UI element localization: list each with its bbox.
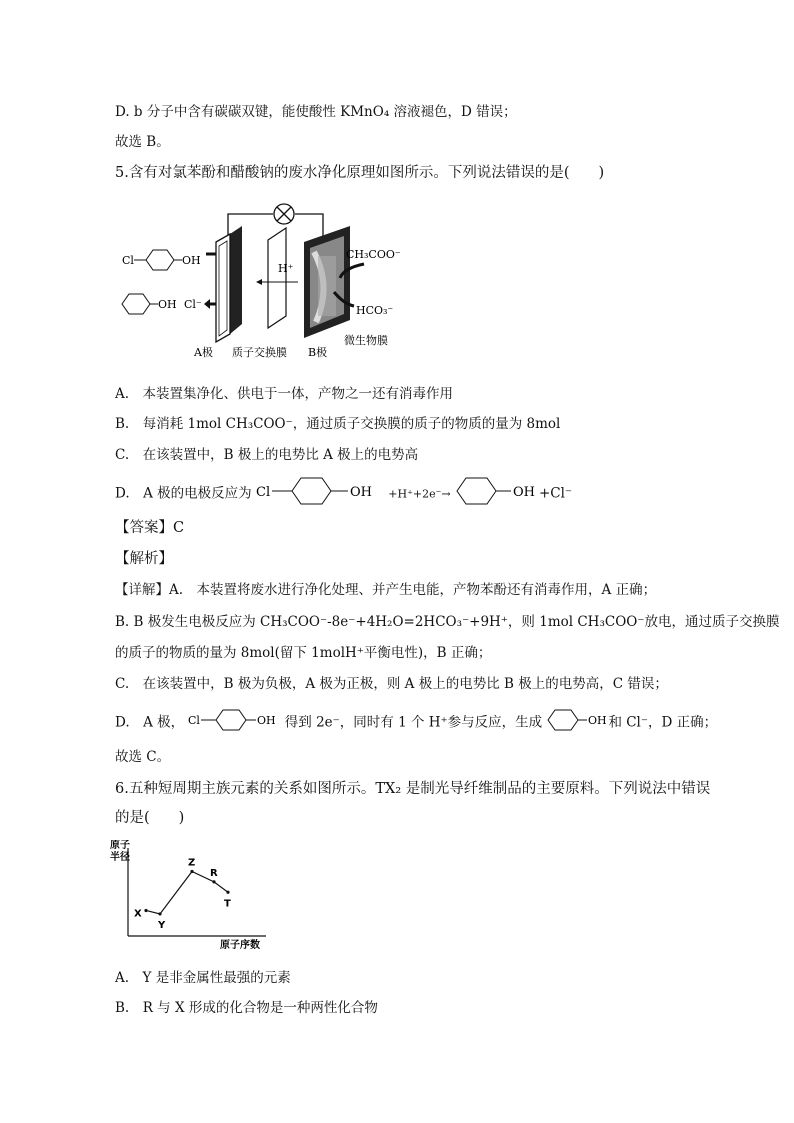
oh-label: OH <box>349 485 372 500</box>
hplus-label: H⁺ <box>278 262 294 275</box>
detail-d <box>115 708 717 738</box>
data-point <box>212 880 215 883</box>
benzene-ring-icon <box>548 710 578 730</box>
question-5-option-c: C. 在该装置中，B 极上的电势比 A 极上的电势高 <box>115 447 419 463</box>
x-axis-label: 原子序数 <box>220 940 260 951</box>
oh-label: OH <box>257 714 277 727</box>
chlorine-label: Cl <box>122 254 134 267</box>
hydroxyl-label: OH <box>158 298 177 311</box>
detail-b-2: 的质子的物质的量为 8mol(留下 1molH⁺平衡电性)，B 正确； <box>115 645 492 661</box>
answer-label: 【答案】C <box>115 520 185 536</box>
label-b-electrode: B极 <box>308 346 328 359</box>
point-label: T <box>224 898 231 910</box>
answer-previous: 故选 B。 <box>115 134 170 150</box>
cl-label: Cl <box>188 714 201 727</box>
question-5-stem: 5.含有对氯苯酚和醋酸钠的废水净化原理如图所示。下列说法错误的是( ) <box>115 165 605 181</box>
question-5-option-d <box>115 476 572 512</box>
question-6-option-b: B. R 与 X 形成的化合物是一种两性化合物 <box>115 1000 378 1016</box>
benzene-ring-icon <box>216 710 246 730</box>
detail-b-1: B. B 极发生电极反应为 CH₃COO⁻-8e⁻+4H₂O=2HCO₃⁻+9H⁺，则 1mol CH₃COO⁻放电，通过质子交换膜 <box>115 614 780 630</box>
phenol-structure-small <box>546 708 608 738</box>
question-5-option-a: A. 本装置集净化、供电于一体，产物之一还有消毒作用 <box>115 386 454 402</box>
option-d-previous: D. b 分子中含有碳碳双键，能使酸性 KMnO₄ 溶液褪色，D 错误； <box>115 104 517 120</box>
label-biofilm: 微生物膜 <box>344 334 388 347</box>
point-label: Y <box>158 919 166 931</box>
question-6-option-a: A. Y 是非金属性最强的元素 <box>115 970 291 986</box>
analysis-label: 【解析】 <box>115 551 173 567</box>
oh-label: OH <box>588 714 608 727</box>
label-membrane: 质子交换膜 <box>232 346 287 359</box>
y-axis-label: 原子半径 <box>110 840 130 863</box>
hydroxyl-label: OH <box>182 254 201 267</box>
detail-d-part-3: 和 Cl⁻，D 正确； <box>608 714 718 731</box>
data-point <box>226 891 229 894</box>
acetate-label: CH₃COO⁻ <box>346 248 401 261</box>
data-point <box>158 912 161 915</box>
point-label: R <box>210 867 218 879</box>
data-point <box>190 870 193 873</box>
cl-label: Cl <box>255 485 271 500</box>
benzene-ring-icon <box>122 294 150 314</box>
option-d-mid: +H⁺+2e⁻→ <box>388 487 451 501</box>
chlorophenol-structure <box>256 476 384 512</box>
benzene-ring-icon <box>292 478 331 504</box>
wire <box>295 214 323 236</box>
benzene-ring-icon <box>146 250 174 270</box>
point-label: Z <box>188 857 196 869</box>
detail-d-part-1: D. A 极， <box>115 714 185 731</box>
benzene-ring-icon <box>457 478 496 504</box>
chlorophenol-structure-small <box>188 708 280 738</box>
question-6-stem-2: 的是( ) <box>115 810 185 826</box>
option-d-prefix: D. A 极的电极反应为 <box>115 485 252 502</box>
label-a-electrode: A极 <box>194 346 213 359</box>
question-5-option-b: B. 每消耗 1mol CH₃COO⁻，通过质子交换膜的质子的物质的量为 8mol <box>115 416 561 432</box>
data-point <box>144 909 147 912</box>
detail-c: C. 在该装置中，B 极为负极，A 极为正极，则 A 极上的电势比 B 极上的电势高，C 错误； <box>115 676 668 692</box>
chloride-label: Cl⁻ <box>184 298 202 311</box>
fuel-cell-diagram <box>118 196 408 364</box>
atomic-radius-chart <box>108 840 278 952</box>
proton-exchange-membrane <box>268 228 286 328</box>
detail-d-part-2: 得到 2e⁻，同时有 1 个 H⁺参与反应，生成 <box>284 714 543 731</box>
phenol-structure <box>455 476 539 512</box>
option-d-suffix: +Cl⁻ <box>538 485 573 502</box>
bicarbonate-label: HCO₃⁻ <box>356 304 394 317</box>
question-6-stem-1: 6.五种短周期主族元素的关系如图所示。TX₂ 是制光导纤维制品的主要原料。下列说法中错误 <box>115 781 711 797</box>
answer-5: 故选 C。 <box>115 749 171 765</box>
electrode-a <box>230 226 242 334</box>
oh-label: OH <box>512 485 535 500</box>
point-label: X <box>134 908 142 920</box>
detail-a: 【详解】A. 本装置将废水进行净化处理、并产生电能，产物苯酚还有消毒作用，A 正确； <box>115 582 657 598</box>
